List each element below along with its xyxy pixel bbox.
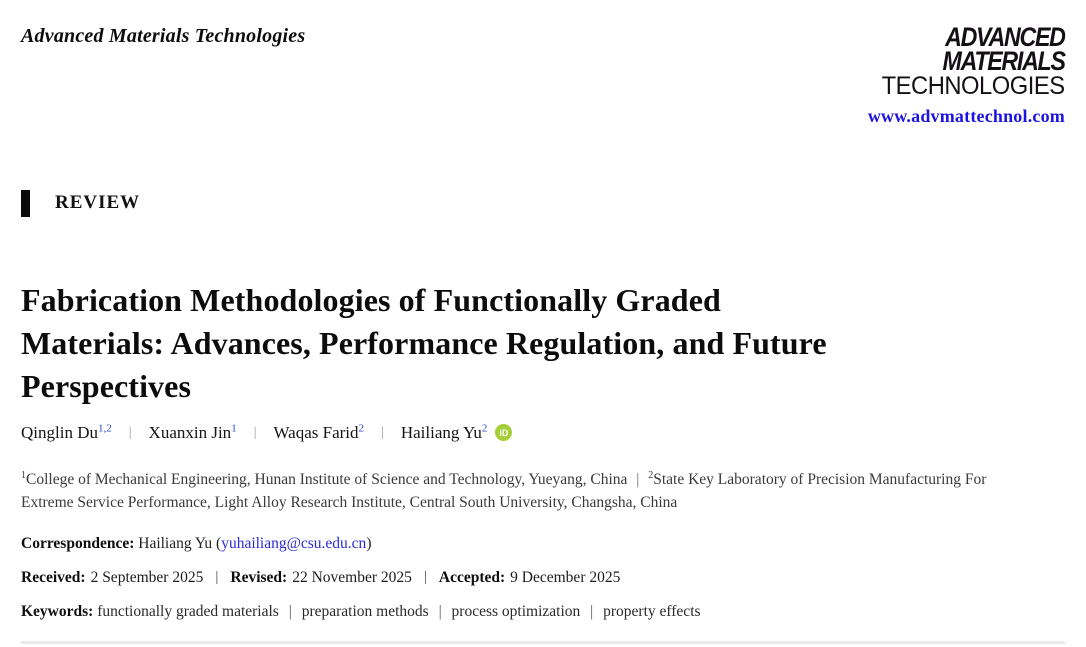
affiliation-1-text: College of Mechanical Engineering, Hunan Institute of Science and Technology, Yueyang, China: [26, 470, 628, 488]
keyword-separator: |: [438, 602, 442, 620]
author-hailiang-yu[interactable]: [401, 423, 488, 443]
history-dates-line: [21, 569, 1065, 587]
affiliation-separator: |: [636, 470, 640, 488]
author-waqas-farid[interactable]: [274, 423, 365, 443]
author-name: Qinglin Du: [21, 422, 98, 442]
journal-name: Advanced Materials Technologies: [21, 25, 306, 47]
journal-logo: [872, 22, 1065, 100]
keywords-line: [21, 603, 1065, 621]
correspondence-email-link[interactable]: yuhailiang@csu.edu.cn: [221, 534, 367, 552]
affiliation-2-sup: 2: [648, 469, 654, 481]
keyword-separator: |: [590, 602, 594, 620]
keywords-label: Keywords:: [21, 602, 94, 620]
article-type-badge: [21, 190, 1065, 217]
author-separator: |: [381, 424, 384, 440]
keyword-separator: |: [288, 602, 292, 620]
author-separator: |: [253, 424, 257, 440]
review-accent-bar: [21, 190, 30, 217]
correspondence-line: [21, 535, 1065, 553]
footer-divider: [21, 641, 1065, 644]
author-qinglin-du[interactable]: [21, 423, 112, 443]
received-label: Received:: [21, 568, 86, 586]
author-list: [21, 423, 1065, 443]
author-affiliation-sup: 2: [358, 421, 365, 434]
article-title-line-3: Perspectives: [21, 367, 192, 404]
author-affiliation-sup: 1: [231, 421, 237, 434]
article-type-label: REVIEW: [55, 192, 141, 213]
revised-date: 22 November 2025: [292, 568, 412, 586]
accepted-label: Accepted:: [438, 568, 506, 586]
logo-line-advanced: ADVANCED: [945, 22, 1065, 52]
page-header: [21, 0, 1065, 127]
author-name: Hailiang Yu: [400, 422, 482, 442]
accepted-date: 9 December 2025: [510, 568, 621, 586]
author-name: Waqas Farid: [273, 422, 359, 442]
logo-line-technologies: TECHNOLOGIES: [881, 71, 1065, 100]
journal-brand-block: [867, 22, 1065, 127]
author-separator: |: [128, 424, 132, 440]
correspondence-name: Hailiang Yu (: [134, 534, 222, 552]
revised-label: Revised:: [230, 568, 288, 586]
affiliation-1-sup: 1: [21, 469, 26, 481]
keyword-item: property effects: [603, 602, 701, 620]
affiliations: [21, 464, 1041, 514]
article-title: [21, 279, 1065, 408]
received-date: 2 September 2025: [90, 568, 204, 586]
journal-website-link[interactable]: www.advmattechnol.com: [867, 105, 1065, 126]
date-separator: |: [423, 569, 427, 586]
author-xuanxin-jin[interactable]: [149, 423, 237, 443]
author-affiliation-sup: 1,2: [97, 421, 112, 434]
article-title-line-1: Fabrication Methodologies of Functionally Graded: [21, 281, 721, 318]
author-affiliation-sup: 2: [481, 421, 488, 434]
date-separator: |: [215, 569, 219, 586]
article-title-line-2: Materials: Advances, Performance Regulation, and Future: [21, 324, 827, 361]
orcid-icon[interactable]: iD: [495, 424, 512, 441]
logo-line-materials: MATERIALS: [942, 45, 1065, 76]
author-name: Xuanxin Jin: [148, 422, 232, 442]
keyword-item: preparation methods: [301, 602, 429, 620]
affiliation-2-text: State Key Laboratory of Precision Manufacturing For Extreme Service Performance, Light Alloy Research Institute, Central South University, Changsha, China: [21, 470, 987, 511]
keyword-item: process optimization: [451, 602, 581, 620]
keyword-item: functionally graded materials: [97, 602, 279, 620]
correspondence-close-paren: ): [366, 534, 372, 552]
correspondence-label: Correspondence:: [21, 534, 135, 552]
